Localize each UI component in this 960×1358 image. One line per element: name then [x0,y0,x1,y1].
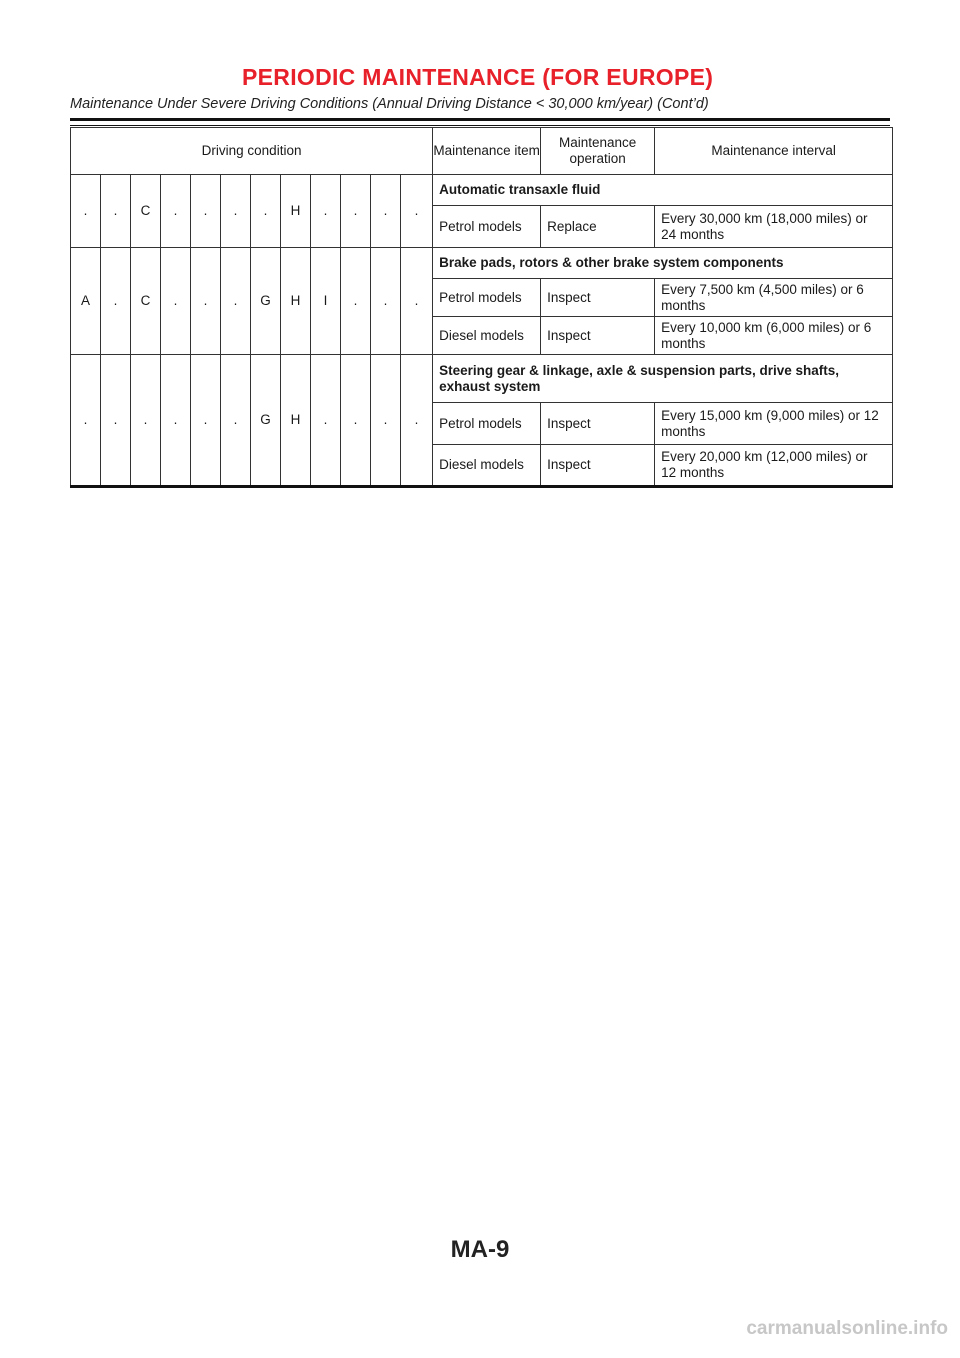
maintenance-interval: Every 20,000 km (12,000 miles) or 12 months [655,445,893,487]
condition-flag: . [311,355,341,487]
maintenance-operation: Replace [541,206,655,248]
header-driving-condition: Driving condition [71,128,433,175]
condition-flag: . [401,175,433,248]
section-title: Automatic transaxle fluid [433,175,893,206]
page-number: MA-9 [450,1236,510,1263]
condition-flag: H [281,175,311,248]
condition-flag: . [101,175,131,248]
condition-flag: . [221,175,251,248]
maintenance-item: Petrol models [433,279,541,317]
watermark: carmanualsonline.info [746,1318,948,1339]
condition-flag: . [341,355,371,487]
section-row [71,355,893,403]
maintenance-operation: Inspect [541,445,655,487]
maintenance-table [70,127,893,488]
condition-flag: . [311,175,341,248]
section-row [71,175,893,206]
condition-flag: . [161,248,191,355]
condition-flag: . [251,175,281,248]
condition-flag: . [371,355,401,487]
condition-flag: . [101,355,131,487]
header-rule-thick [70,118,890,121]
condition-flag: . [161,175,191,248]
condition-flag: . [131,355,161,487]
condition-flag: H [281,355,311,487]
condition-flag: . [401,248,433,355]
maintenance-interval: Every 15,000 km (9,000 miles) or 12 months [655,403,893,445]
maintenance-item: Petrol models [433,206,541,248]
condition-flag: I [311,248,341,355]
table-bottom-rule [71,487,893,489]
condition-flag: . [191,355,221,487]
section-title: Steering gear & linkage, axle & suspension parts, drive shafts, exhaust system [433,355,893,403]
condition-flag: . [191,248,221,355]
page-subtitle: Maintenance Under Severe Driving Conditions (Annual Driving Distance < 30,000 km/year) (Cont’d) [70,96,709,112]
maintenance-item: Petrol models [433,403,541,445]
condition-flag: H [281,248,311,355]
condition-flag: A [71,248,101,355]
condition-flag: . [101,248,131,355]
condition-flag: . [191,175,221,248]
header-maintenance-item: Maintenance item [433,128,541,175]
page-title: PERIODIC MAINTENANCE (FOR EUROPE) [242,64,714,90]
condition-flag: C [131,175,161,248]
maintenance-operation: Inspect [541,403,655,445]
condition-flag: G [251,355,281,487]
maintenance-interval: Every 30,000 km (18,000 miles) or 24 months [655,206,893,248]
header-maintenance-interval: Maintenance interval [655,128,893,175]
condition-flag: . [371,175,401,248]
header-maintenance-operation: Maintenance operation [541,128,655,175]
header-rule-thin [70,125,890,126]
condition-flag: . [371,248,401,355]
table-header-row [71,128,893,175]
condition-flag: C [131,248,161,355]
condition-flag: . [341,248,371,355]
condition-flag: . [71,355,101,487]
condition-flag: . [161,355,191,487]
maintenance-interval: Every 10,000 km (6,000 miles) or 6 months [655,317,893,355]
maintenance-interval: Every 7,500 km (4,500 miles) or 6 months [655,279,893,317]
section-title: Brake pads, rotors & other brake system components [433,248,893,279]
condition-flag: . [341,175,371,248]
section-row [71,248,893,279]
maintenance-item: Diesel models [433,317,541,355]
maintenance-item: Diesel models [433,445,541,487]
condition-flag: G [251,248,281,355]
condition-flag: . [401,355,433,487]
condition-flag: . [221,248,251,355]
maintenance-operation: Inspect [541,317,655,355]
condition-flag: . [221,355,251,487]
maintenance-operation: Inspect [541,279,655,317]
condition-flag: . [71,175,101,248]
